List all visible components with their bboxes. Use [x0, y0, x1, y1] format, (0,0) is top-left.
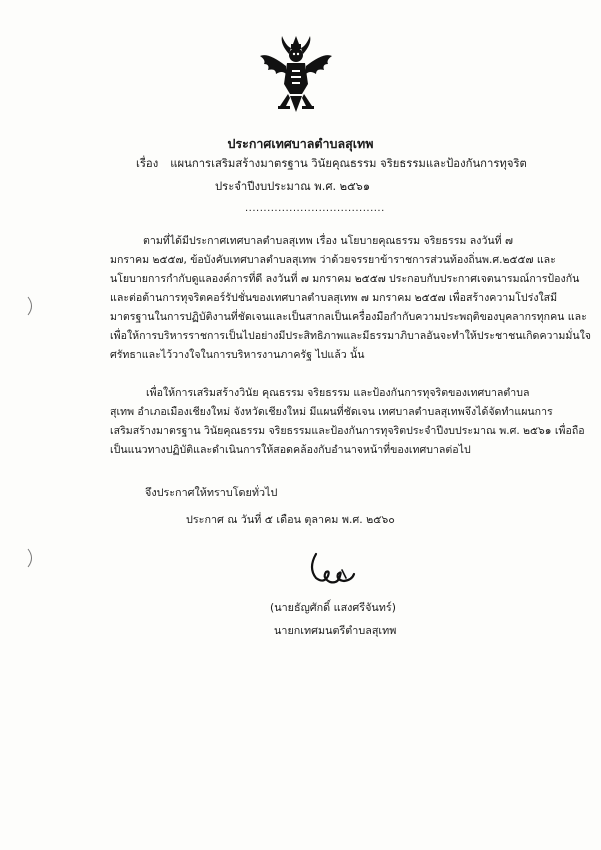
subject-text: แผนการเสริมสร้างมาตรฐาน วินัยคุณธรรม จริยธรรมและป้องกันการทุจริต	[170, 157, 527, 170]
paragraph-1-line: มกราคม ๒๕๕๗, ข้อบังคับเทศบาลตำบลสุเทพ ว่าด้วยจรรยาข้าราชการส่วนท้องถิ่นพ.ศ.๒๕๕๗ และ	[110, 254, 556, 266]
paragraph-1-line: และต่อต้านการทุจริตคอร์รัปชั่นของเทศบาลตำบลสุเทพ ๗ มกราคม ๒๕๕๗ เพื่อสร้างความโปร่งใสมี	[110, 292, 558, 304]
paragraph-1-line: ศรัทธาและไว้วางใจในการบริหารงานภาครัฐ ไปแล้ว นั้น	[110, 349, 365, 361]
punch-hole-mark	[26, 296, 36, 316]
handwritten-signature	[304, 548, 358, 594]
date-given: ประกาศ ณ วันที่ ๕ เดือน ตุลาคม พ.ศ. ๒๕๖๐	[186, 513, 395, 526]
document-title: ประกาศเทศบาลตำบลสุเทพ	[227, 136, 374, 151]
paragraph-2-line: สุเทพ อำเภอเมืองเชียงใหม่ จังหวัดเชียงใหม่ มีแผนที่ชัดเจน เทศบาลตำบลสุเทพจึงได้จัดทำแผนการ	[110, 406, 553, 418]
subject-line	[136, 154, 527, 172]
paragraph-2-line: เป็นแนวทางปฏิบัติและดำเนินการให้สอดคล้องกับอำนาจหน้าที่ของเทศบาลต่อไป	[110, 444, 471, 456]
announcement-line: จึงประกาศให้ทราบโดยทั่วไป	[145, 486, 278, 499]
subject-label: เรื่อง	[136, 157, 159, 170]
paragraph-2	[110, 384, 585, 460]
garuda-emblem	[258, 34, 334, 114]
paragraph-1-line: เพื่อให้การบริหารราชการเป็นไปอย่างมีประสิทธิภาพและมีธรรมาภิบาลอันจะทำให้ประชาชนเกิดความมั่นใจ	[110, 330, 592, 342]
separator-dots: ......................................	[245, 203, 385, 214]
fiscal-year: ประจำปีงบประมาณ พ.ศ. ๒๕๖๑	[215, 180, 371, 193]
paragraph-2-line: เสริมสร้างมาตรฐาน วินัยคุณธรรม จริยธรรมและป้องกันการทุจริตประจำปีงบประมาณ พ.ศ. ๒๕๖๑ เพื่อถือ	[110, 425, 585, 437]
paragraph-1	[110, 232, 592, 365]
paragraph-2-line: เพื่อให้การเสริมสร้างวินัย คุณธรรม จริยธรรม และป้องกันการทุจริตของเทศบาลตำบล	[146, 387, 530, 399]
paragraph-1-line: ตามที่ได้มีประกาศเทศบาลตำบลสุเทพ เรื่อง นโยบายคุณธรรม จริยธรรม ลงวันที่ ๗	[143, 235, 513, 247]
signer-name: (นายธัญศักดิ์ แสงศรีจันทร์)	[270, 601, 396, 614]
punch-hole-mark	[26, 548, 36, 568]
paragraph-1-line: มาตรฐานในการปฏิบัติงานที่ชัดเจนและเป็นสากลเป็นเครื่องมือกำกับความประพฤติของบุคลากรทุกคน และ	[110, 311, 587, 323]
signer-position: นายกเทศมนตรีตำบลสุเทพ	[274, 624, 397, 637]
paragraph-1-line: นโยบายการกำกับดูแลองค์การที่ดี ลงวันที่ ๗ มกราคม ๒๕๕๗ ประกอบกับประกาศเจตนารมณ์การป้องกัน	[110, 273, 580, 285]
